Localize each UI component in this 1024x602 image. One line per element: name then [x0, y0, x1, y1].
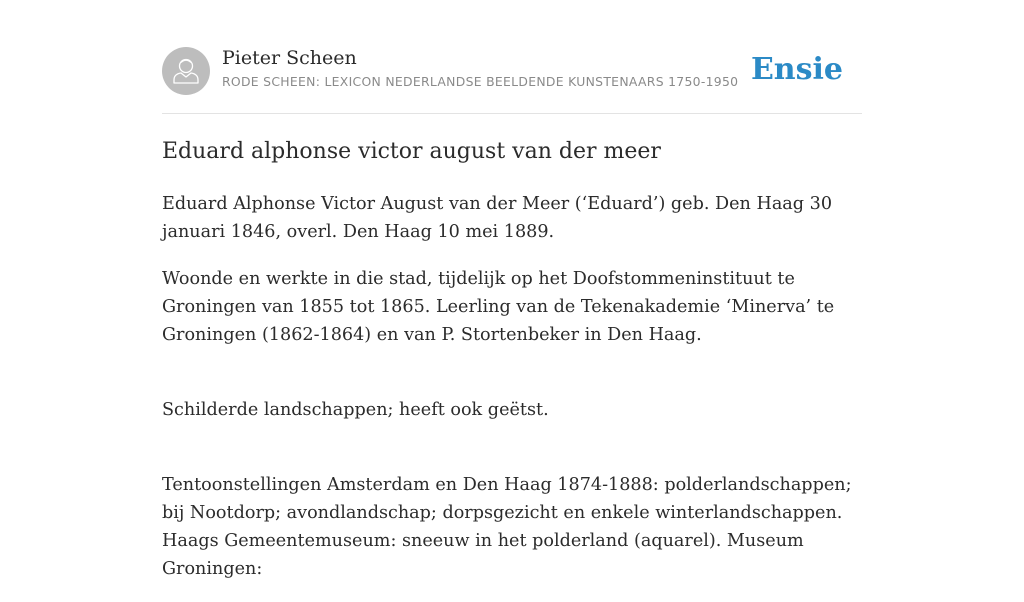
avatar[interactable]: [162, 47, 210, 95]
paragraph-exhibitions: Tentoonstellingen Amsterdam en Den Haag 1874-1888: polderlandschappen; bij Nootdorp; avondlandschap; dorpsgezicht en enkele winterlandschappen. Haags Gemeentemuseum: sneeuw in het polderland (aquarel). Museum Groningen:: [162, 475, 852, 579]
paragraph-spacer: [162, 368, 862, 396]
ensie-logo[interactable]: Ensie: [750, 52, 843, 87]
paragraph-spacer: [162, 443, 862, 471]
paragraph-birth-death: Eduard Alphonse Victor August van der Meer (‘Eduard’) geb. Den Haag 30 januari 1846, overl. Den Haag 10 mei 1889.: [162, 194, 833, 242]
article-title: Eduard alphonse victor august van der meer: [162, 139, 661, 164]
article-body: [162, 190, 862, 602]
author-name[interactable]: Pieter Scheen: [222, 47, 357, 69]
article-header: [162, 46, 862, 96]
paragraph-work: Schilderde landschappen; heeft ook geëtst.: [162, 400, 549, 420]
source-label: RODE SCHEEN: LEXICON NEDERLANDSE BEELDENDE KUNSTENAARS 1750-1950: [222, 74, 739, 89]
paragraph-education: Woonde en werkte in die stad, tijdelijk op het Doofstommeninstituut te Groningen van 1855 tot 1865. Leerling van de Tekenakademie ‘Minerva’ te Groningen (1862-1864) en van P. Stortenbeker in Den Haag.: [162, 269, 835, 345]
user-icon: [162, 47, 210, 95]
header-divider: [162, 113, 862, 114]
